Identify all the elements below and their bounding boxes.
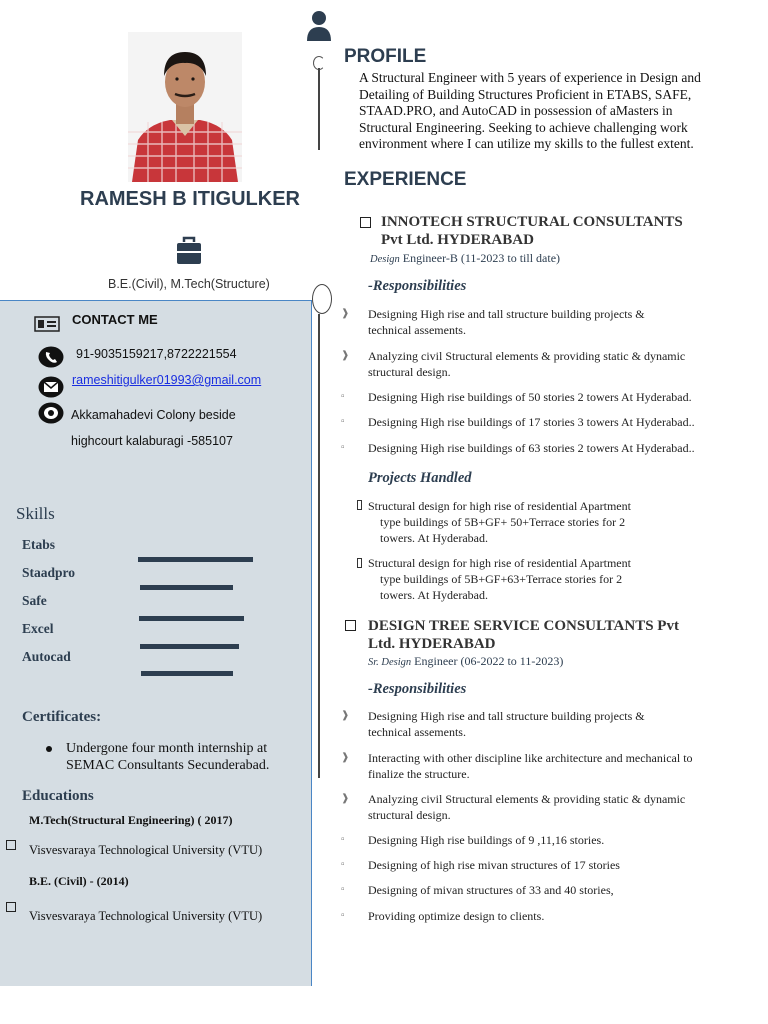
project-line: Structural design for high rise of residential Apartment [368,556,631,570]
projects-title: Projects Handled [368,470,472,486]
responsibility-item: Analyzing civil Structural elements & providing static & dynamic structural design. [368,349,686,379]
education-university: Visvesvaraya Technological University (VTU) [29,909,263,923]
company-name [381,213,683,249]
responsibility-item: Designing High rise buildings of 17 stories 3 towers At Hyderabad.. [368,415,695,429]
education-degree: M.Tech(Structural Engineering) ( 2017) [29,813,233,827]
checkbox-bullet [345,620,356,631]
bullet-marker: ▫ [341,442,345,453]
bullet-marker: ▫ [341,391,345,402]
bullet-marker: ▫ [341,884,345,895]
job-role-text: Engineer-B (11-2023 to till date) [402,251,561,265]
bullet-marker: ❱ [341,752,350,763]
project-item [368,555,658,603]
bullet-marker: ❱ [341,350,350,361]
responsibility-item: Analyzing civil Structural elements & providing static & dynamic structural design. [368,792,686,822]
profile-title: PROFILE [344,46,427,67]
skill-level-bar [139,616,244,621]
bullet-marker: ▫ [341,910,345,921]
responsibility-item: Designing High rise buildings of 50 stories 2 towers At Hyderabad. [368,390,692,404]
education-degree: B.E. (Civil) - (2014) [29,874,129,888]
project-item [368,498,658,546]
responsibility-item: Designing High rise and tall structure building projects & technical assements. [368,307,645,337]
project-line: type buildings of 5B+GF+63+Terrace stories for 2 [380,572,623,586]
project-line: towers. At Hyderabad. [380,588,488,602]
skill-name: Safe [22,593,47,608]
responsibility-item: Designing High rise buildings of 63 stories 2 towers At Hyderabad.. [368,441,695,455]
bullet-dot [46,746,52,752]
checkbox-bullet [6,902,16,912]
education-university: Visvesvaraya Technological University (VTU) [29,843,263,857]
contact-card-icon [34,316,60,332]
bullet-marker: ▫ [341,859,345,870]
bullet-marker: ▫ [341,834,345,845]
phone-icon [38,346,64,368]
responsibility-item: Providing optimize design to clients. [368,909,545,923]
person-icon [306,10,332,42]
address-line-2: highcourt kalaburagi -585107 [71,434,233,448]
skill-name: Etabs [22,537,56,552]
company-name-line: Pvt Ltd. HYDERABAD [381,232,534,248]
skill-name: Excel [22,621,54,636]
company-name-line: DESIGN TREE SERVICE CONSULTANTS Pvt [368,618,679,634]
address-line-1: Akkamahadevi Colony beside [71,408,236,422]
skill-level-bar [140,644,239,649]
timeline-line [318,68,320,150]
job-role-text: Engineer (06-2022 to 11-2023) [414,654,564,668]
degree-summary: B.E.(Civil), M.Tech(Structure) [108,277,270,291]
responsibilities-title: -Responsibilities [368,681,467,697]
briefcase-icon [176,236,202,266]
company-name-line: Ltd. HYDERABAD [368,636,496,652]
job-role-prefix: Design [370,254,400,265]
skills-title: Skills [16,504,55,523]
bullet-marker [357,558,362,568]
company-name-line: INNOTECH STRUCTURAL CONSULTANTS [381,214,683,230]
bullet-marker: ❱ [341,710,350,721]
timeline-line [318,314,320,778]
job-role [370,251,560,266]
education-title: Educations [22,788,94,804]
responsibility-item: Designing High rise buildings of 9 ,11,16 stories. [368,833,605,847]
email-link[interactable]: rameshitigulker01993@gmail.com [72,373,262,387]
profile-photo [128,32,242,182]
portrait-image [128,32,242,182]
responsibility-item: Designing of mivan structures of 33 and 40 stories, [368,883,614,897]
bullet-marker [357,500,362,510]
responsibility-item: Designing of high rise mivan structures of 17 stories [368,858,620,872]
person-name: RAMESH B ITIGULKER [80,188,300,210]
skill-level-bar [138,557,253,562]
project-line: towers. At Hyderabad. [380,531,488,545]
bullet-marker: ❱ [341,308,350,319]
location-icon [38,402,64,424]
skill-name: Autocad [22,649,71,664]
skill-level-bar [141,671,233,676]
project-line: type buildings of 5B+GF+ 50+Terrace stories for 2 [380,515,626,529]
contact-title: CONTACT ME [72,312,158,327]
checkbox-bullet [360,217,371,228]
job-role-prefix: Sr. Design [368,657,412,668]
email-icon [38,376,64,398]
profile-summary: A Structural Engineer with 5 years of experience in Design and Detailing of Building Structures Proficient in ETABS, SAFE, STAAD.PRO, and AutoCAD in possession of aMasters in Structural Engineering. Seeking to achieve challenging work environment where I can utilize my skills to the fullest extent. [359,70,701,151]
skill-name: Staadpro [22,565,76,580]
skill-level-bar [140,585,233,590]
responsibility-item: Designing High rise and tall structure building projects & technical assements. [368,709,645,739]
timeline-node [312,284,332,314]
certificates-title: Certificates: [22,709,102,725]
bullet-marker: ▫ [341,416,345,427]
job-role [368,654,563,669]
certificate-item: Undergone four month internship at SEMAC Consultants Secunderabad. [66,741,270,773]
company-name [368,617,679,653]
project-line: Structural design for high rise of residential Apartment [368,499,631,513]
responsibility-item: Interacting with other discipline like architecture and mechanical to finalize the structure. [368,751,693,781]
phone-numbers: 91-9035159217,8722221554 [76,347,237,361]
experience-title: EXPERIENCE [344,169,467,190]
responsibilities-title: -Responsibilities [368,278,467,294]
bullet-marker: ❱ [341,793,350,804]
checkbox-bullet [6,840,16,850]
